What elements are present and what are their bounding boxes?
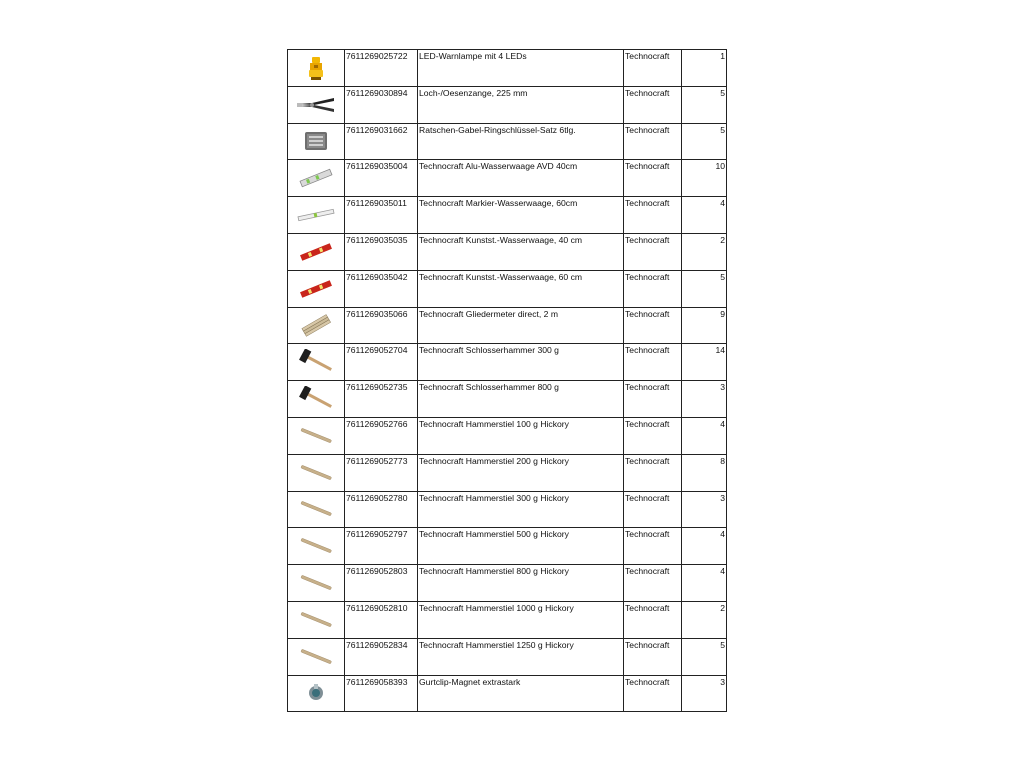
ean-cell: 7611269030894 (345, 86, 418, 123)
eyelet-pliers-icon (288, 95, 344, 115)
product-image-cell (288, 270, 345, 307)
quantity-cell: 5 (682, 270, 727, 307)
quantity-cell: 8 (682, 454, 727, 491)
brand-cell: Technocraft (624, 565, 682, 602)
table-row (288, 270, 727, 307)
table-row (288, 86, 727, 123)
table-row (288, 381, 727, 418)
description-cell: Technocraft Hammerstiel 500 g Hickory (418, 528, 624, 565)
hammer-handle-icon (288, 425, 344, 447)
table-row (288, 160, 727, 197)
product-image-cell (288, 307, 345, 344)
quantity-cell: 3 (682, 675, 727, 712)
description-cell: Technocraft Schlosserhammer 800 g (418, 381, 624, 418)
brand-cell: Technocraft (624, 381, 682, 418)
quantity-cell: 3 (682, 381, 727, 418)
brand-cell: Technocraft (624, 454, 682, 491)
brand-cell: Technocraft (624, 86, 682, 123)
description-cell: Technocraft Hammerstiel 100 g Hickory (418, 417, 624, 454)
description-cell: Technocraft Markier-Wasserwaage, 60cm (418, 197, 624, 234)
description-cell: Loch-/Oesenzange, 225 mm (418, 86, 624, 123)
table-row (288, 565, 727, 602)
brand-cell: Technocraft (624, 417, 682, 454)
quantity-cell: 14 (682, 344, 727, 381)
quantity-cell: 4 (682, 417, 727, 454)
description-cell: Ratschen-Gabel-Ringschlüssel-Satz 6tlg. (418, 123, 624, 160)
brand-cell: Technocraft (624, 233, 682, 270)
table-row (288, 50, 727, 87)
hammer-handle-icon (288, 535, 344, 557)
quantity-cell: 1 (682, 50, 727, 87)
belt-clip-magnet-icon (288, 682, 344, 704)
red-spirit-level-icon (288, 279, 344, 299)
description-cell: Technocraft Alu-Wasserwaage AVD 40cm (418, 160, 624, 197)
red-spirit-level-icon (288, 242, 344, 262)
ean-cell: 7611269025722 (345, 50, 418, 87)
ean-cell: 7611269035066 (345, 307, 418, 344)
ean-cell: 7611269052810 (345, 601, 418, 638)
table-row (288, 233, 727, 270)
ean-cell: 7611269052773 (345, 454, 418, 491)
description-cell: LED-Warnlampe mit 4 LEDs (418, 50, 624, 87)
description-cell: Technocraft Schlosserhammer 300 g (418, 344, 624, 381)
brand-cell: Technocraft (624, 307, 682, 344)
quantity-cell: 4 (682, 565, 727, 602)
brand-cell: Technocraft (624, 197, 682, 234)
product-list-body (288, 50, 727, 712)
ean-cell: 7611269052766 (345, 417, 418, 454)
product-image-cell (288, 344, 345, 381)
brand-cell: Technocraft (624, 675, 682, 712)
folding-rule-icon (288, 313, 344, 337)
ean-cell: 7611269031662 (345, 123, 418, 160)
ean-cell: 7611269035011 (345, 197, 418, 234)
hammer-icon (288, 349, 344, 375)
table-row (288, 491, 727, 528)
product-image-cell (288, 160, 345, 197)
brand-cell: Technocraft (624, 123, 682, 160)
ean-cell: 7611269058393 (345, 675, 418, 712)
description-cell: Technocraft Hammerstiel 200 g Hickory (418, 454, 624, 491)
product-image-cell (288, 86, 345, 123)
brand-cell: Technocraft (624, 638, 682, 675)
ean-cell: 7611269052780 (345, 491, 418, 528)
ean-cell: 7611269035035 (345, 233, 418, 270)
ean-cell: 7611269052735 (345, 381, 418, 418)
hammer-handle-icon (288, 572, 344, 594)
alu-spirit-level-icon (288, 167, 344, 189)
hammer-handle-icon (288, 462, 344, 484)
ean-cell: 7611269035004 (345, 160, 418, 197)
product-image-cell (288, 197, 345, 234)
table-row (288, 601, 727, 638)
quantity-cell: 9 (682, 307, 727, 344)
brand-cell: Technocraft (624, 50, 682, 87)
product-image-cell (288, 123, 345, 160)
wrench-set-case-icon (288, 129, 344, 153)
quantity-cell: 5 (682, 86, 727, 123)
description-cell: Technocraft Hammerstiel 1000 g Hickory (418, 601, 624, 638)
quantity-cell: 5 (682, 638, 727, 675)
quantity-cell: 3 (682, 491, 727, 528)
hammer-handle-icon (288, 609, 344, 631)
quantity-cell: 2 (682, 233, 727, 270)
product-image-cell (288, 454, 345, 491)
table-row (288, 307, 727, 344)
quantity-cell: 4 (682, 528, 727, 565)
ean-cell: 7611269052834 (345, 638, 418, 675)
hammer-handle-icon (288, 498, 344, 520)
table-row (288, 344, 727, 381)
description-cell: Technocraft Hammerstiel 300 g Hickory (418, 491, 624, 528)
brand-cell: Technocraft (624, 491, 682, 528)
quantity-cell: 10 (682, 160, 727, 197)
table-row (288, 417, 727, 454)
product-image-cell (288, 50, 345, 87)
hammer-icon (288, 386, 344, 412)
ean-cell: 7611269052797 (345, 528, 418, 565)
description-cell: Technocraft Kunstst.-Wasserwaage, 40 cm (418, 233, 624, 270)
description-cell: Technocraft Hammerstiel 1250 g Hickory (418, 638, 624, 675)
product-image-cell (288, 233, 345, 270)
product-image-cell (288, 565, 345, 602)
quantity-cell: 5 (682, 123, 727, 160)
table-row (288, 454, 727, 491)
table-row (288, 197, 727, 234)
quantity-cell: 4 (682, 197, 727, 234)
product-image-cell (288, 675, 345, 712)
description-cell: Technocraft Kunstst.-Wasserwaage, 60 cm (418, 270, 624, 307)
warning-lamp-icon (288, 54, 344, 82)
product-image-cell (288, 638, 345, 675)
description-cell: Gurtclip-Magnet extrastark (418, 675, 624, 712)
description-cell: Technocraft Hammerstiel 800 g Hickory (418, 565, 624, 602)
product-image-cell (288, 381, 345, 418)
ean-cell: 7611269035042 (345, 270, 418, 307)
product-image-cell (288, 417, 345, 454)
brand-cell: Technocraft (624, 601, 682, 638)
description-cell: Technocraft Gliedermeter direct, 2 m (418, 307, 624, 344)
product-image-cell (288, 601, 345, 638)
brand-cell: Technocraft (624, 160, 682, 197)
product-list-table (287, 49, 727, 712)
table-row (288, 675, 727, 712)
table-row (288, 123, 727, 160)
hammer-handle-icon (288, 646, 344, 668)
brand-cell: Technocraft (624, 528, 682, 565)
ean-cell: 7611269052704 (345, 344, 418, 381)
brand-cell: Technocraft (624, 270, 682, 307)
product-image-cell (288, 491, 345, 528)
brand-cell: Technocraft (624, 344, 682, 381)
table-row (288, 638, 727, 675)
marking-level-icon (288, 206, 344, 224)
ean-cell: 7611269052803 (345, 565, 418, 602)
quantity-cell: 2 (682, 601, 727, 638)
product-image-cell (288, 528, 345, 565)
table-row (288, 528, 727, 565)
